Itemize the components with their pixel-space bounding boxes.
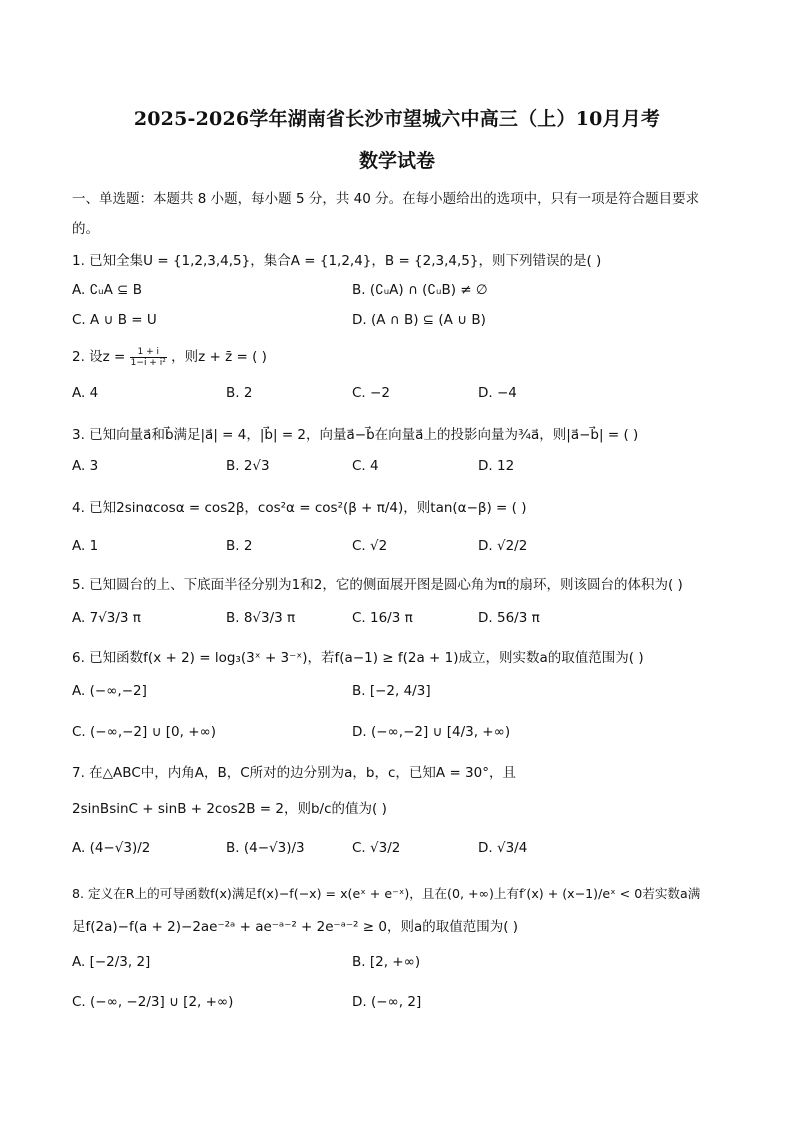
question-4-stem: 4. 已知2sinαcosα = cos2β，cos²α = cos²(β + π/4)，则tan(α−β) = ( ): [72, 500, 527, 516]
question-3-stem: 3. 已知向量a⃗和b⃗满足|a⃗| = 4，|b⃗| = 2，向量a⃗−b⃗在向量a⃗上的投影向量为¾a⃗，则|a⃗−b⃗| = ( ): [72, 427, 639, 443]
question-1-stem: 1. 已知全集U = {1,2,3,4,5}，集合A = {1,2,4}，B = {2,3,4,5}，则下列错误的是( ): [72, 253, 602, 269]
question-8-option-a: A. [−2/3, 2]: [72, 954, 151, 970]
question-8-option-c: C. (−∞, −2/3] ∪ [2, +∞): [72, 994, 234, 1010]
question-4-option-c: C. √2: [352, 538, 388, 554]
question-2-option-b: B. 2: [226, 385, 253, 401]
question-7-option-d: D. √3/4: [478, 840, 528, 856]
question-3-option-c: C. 4: [352, 458, 379, 474]
question-6-option-b: B. [−2, 4/3]: [352, 683, 431, 699]
question-5-option-d: D. 56/3 π: [478, 610, 540, 626]
question-5-option-c: C. 16/3 π: [352, 610, 413, 626]
section-heading-line1: 一、单选题：本题共 8 小题，每小题 5 分，共 40 分。在每小题给出的选项中，只有一项是符合题目要求: [72, 191, 700, 207]
question-1-option-d: D. (A ∩ B) ⊆ (A ∪ B): [352, 312, 486, 328]
question-4-option-a: A. 1: [72, 538, 99, 554]
question-2-stem: [72, 345, 267, 368]
question-7-stem-line1: 7. 在△ABC中，内角A，B，C所对的边分别为a，b，c，已知A = 30°，且: [72, 765, 516, 781]
question-3-option-d: D. 12: [478, 458, 515, 474]
question-5-option-a: A. 7√3/3 π: [72, 610, 141, 626]
question-6-option-a: A. (−∞,−2]: [72, 683, 147, 699]
question-8-stem-line1: 8. 定义在R上的可导函数f(x)满足f(x)−f(−x) = x(eˣ + e⁻ˣ)，且在(0, +∞)上有f′(x) + (x−1)/eˣ < 0若实数a满: [72, 886, 701, 901]
question-2-stem-prefix: 2. 设z =: [72, 349, 126, 365]
question-1-option-c: C. A ∪ B = U: [72, 312, 157, 328]
question-7-option-a: A. (4−√3)/2: [72, 840, 151, 856]
question-3-option-b: B. 2√3: [226, 458, 270, 474]
question-2-stem-suffix: ，则z + z̄ = ( ): [171, 349, 267, 365]
question-7-option-b: B. (4−√3)/3: [226, 840, 305, 856]
question-6-option-d: D. (−∞,−2] ∪ [4/3, +∞): [352, 724, 511, 740]
question-1-option-a: A. ∁ᵤA ⊆ B: [72, 282, 143, 298]
question-8-option-d: D. (−∞, 2]: [352, 994, 422, 1010]
question-3-option-a: A. 3: [72, 458, 99, 474]
question-4-option-b: B. 2: [226, 538, 253, 554]
exam-subtitle: 数学试卷: [358, 150, 435, 172]
question-7-stem-line2: 2sinBsinC + sinB + 2cos2B = 2，则b/c的值为( ): [72, 801, 387, 817]
question-7-option-c: C. √3/2: [352, 840, 401, 856]
exam-title: 2025-2026学年湖南省长沙市望城六中高三（上）10月月考: [133, 108, 661, 130]
question-5-stem: 5. 已知圆台的上、下底面半径分别为1和2，它的侧面展开图是圆心角为π的扇环，则该圆台的体积为( ): [72, 577, 683, 593]
question-6-option-c: C. (−∞,−2] ∪ [0, +∞): [72, 724, 217, 740]
question-2-option-d: D. −4: [478, 385, 517, 401]
section-heading-line2: 的。: [72, 221, 99, 237]
question-8-option-b: B. [2, +∞): [352, 954, 421, 970]
question-4-option-d: D. √2/2: [478, 538, 528, 554]
question-2-option-a: A. 4: [72, 385, 99, 401]
question-2-fraction-numerator: 1 + i: [130, 347, 167, 358]
question-2-option-c: C. −2: [352, 385, 390, 401]
question-2-fraction: [130, 347, 167, 368]
question-5-option-b: B. 8√3/3 π: [226, 610, 296, 626]
question-1-option-b: B. (∁ᵤA) ∩ (∁ᵤB) ≠ ∅: [352, 282, 488, 298]
question-2-fraction-denominator: 1−i + i²: [130, 357, 166, 368]
question-6-stem: 6. 已知函数f(x + 2) = log₃(3ˣ + 3⁻ˣ)，若f(a−1) ≥ f(2a + 1)成立，则实数a的取值范围为( ): [72, 650, 644, 666]
question-8-stem-line2: 足f(2a)−f(a + 2)−2ae⁻²ᵃ + ae⁻ᵃ⁻² + 2e⁻ᵃ⁻² ≥ 0，则a的取值范围为( ): [72, 919, 519, 935]
